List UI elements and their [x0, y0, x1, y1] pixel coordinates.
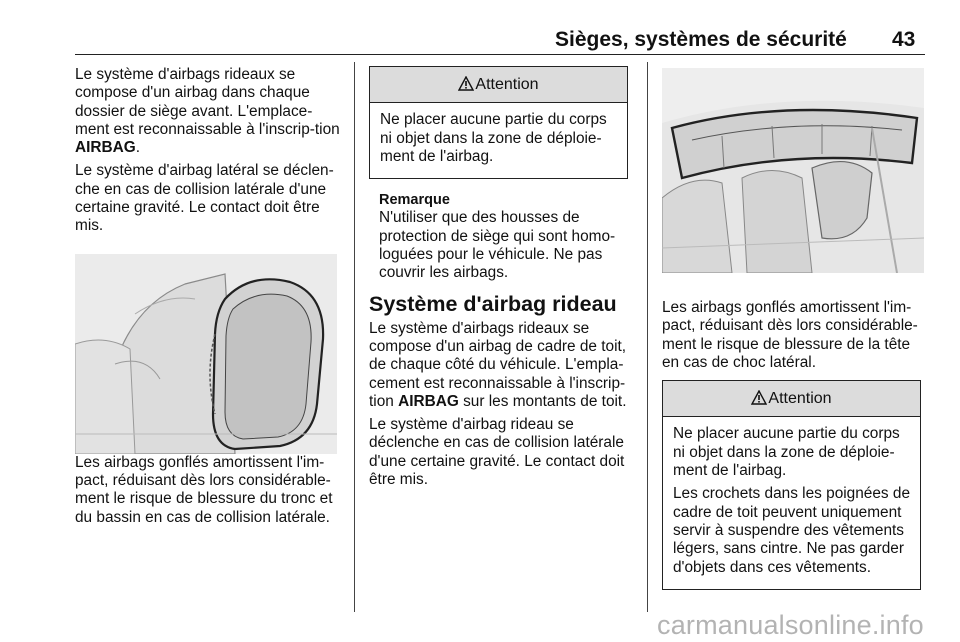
col1-figure-caption: Les airbags gonflés amortissent l'im-pact, réduisant dès lors considérable-ment le risque de blessure du tronc et du bassin en cas de collision latérale.	[75, 453, 333, 526]
attention-text: Ne placer aucune partie du corps ni objet dans la zone de déploie-ment de l'airbag.	[380, 111, 607, 165]
side-airbag-illustration	[75, 254, 337, 454]
attention-text-2: Les crochets dans les poignées de cadre de toit peuvent uniquement servir à suspendre des vêtements légers, sans cintre. Ne pas garder d'objets dans ces vêtements.	[673, 485, 910, 576]
attention-text-1: Ne placer aucune partie du corps ni objet dans la zone de déploie-ment de l'airbag.	[673, 425, 900, 480]
attention-header	[663, 381, 920, 417]
section-title: Système d'airbag rideau	[369, 291, 617, 316]
airbag-keyword: AIRBAG	[398, 392, 459, 410]
attention-body	[370, 103, 627, 178]
header-divider	[75, 54, 925, 55]
column-2	[369, 66, 631, 494]
page-number: 43	[892, 28, 916, 51]
col2-paragraph-2: Le système d'airbag rideau se déclenche en cas de collision latérale d'une certaine gravité. Le contact doit être mis.	[369, 416, 625, 489]
column-divider-1	[354, 62, 355, 612]
attention-title: Attention	[768, 390, 832, 408]
attention-box-1	[369, 66, 628, 179]
watermark: carmanualsonline.info	[657, 610, 924, 640]
remark-text: N'utiliser que des housses de protection de siège qui sont homo-loguées pour le véhicule. Ne pas couvrir les airbags.	[379, 209, 616, 282]
airbag-keyword: AIRBAG	[75, 139, 136, 157]
col3-figure-caption: Les airbags gonflés amortissent l'im-pact, réduisant dès lors considérable-ment le risque de blessure de la tête en cas de choc latéral.	[662, 299, 918, 371]
remark-note	[379, 191, 631, 282]
col1-paragraph-1: Le système d'airbags rideaux se compose d'un airbag dans chaque dossier de siège avant. L'emplace-ment est reconnaissable à l'inscrip-tion AIRBAG.	[75, 66, 340, 157]
warning-triangle-icon	[751, 390, 767, 405]
col2-paragraph-1: Le système d'airbags rideaux se compose d'un airbag de cadre de toit, de chaque côté du véhicule. L'empla-cement est reconnaissable à l'inscrip-tion AIRBAG sur les montants de toit.	[369, 319, 627, 410]
attention-box-2	[662, 380, 921, 590]
column-3	[662, 66, 924, 590]
column-1	[75, 66, 341, 532]
curtain-airbag-illustration	[662, 68, 924, 273]
remark-title: Remarque	[379, 192, 450, 209]
warning-triangle-icon	[458, 76, 474, 91]
column-divider-2	[647, 62, 648, 612]
attention-body	[663, 417, 920, 588]
col1-paragraph-2: Le système d'airbag latéral se déclen-che en cas de collision latérale d'une certaine gravité. Le contact doit être mis.	[75, 162, 334, 235]
attention-title: Attention	[475, 76, 539, 93]
attention-header	[370, 67, 627, 103]
page-header-title: Sièges, systèmes de sécurité	[555, 28, 847, 51]
